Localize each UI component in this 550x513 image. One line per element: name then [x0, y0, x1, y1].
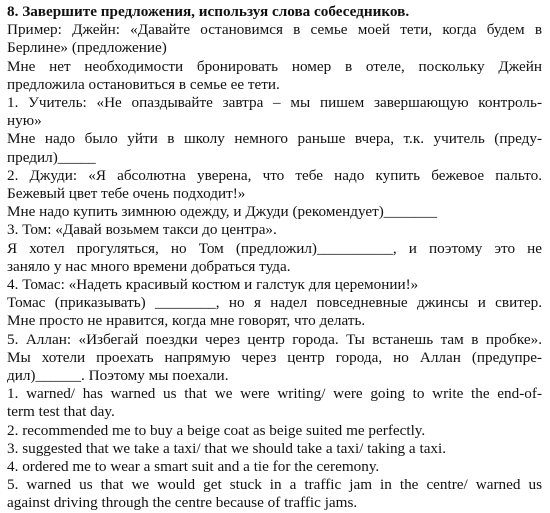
text-line: Берлине» (предложение)	[7, 39, 167, 57]
text-line: 5. warned us that we would get stuck in a traffic jam in the centre/ warned us	[7, 476, 542, 494]
text-line: Я хотел прогуляться, но Том (предложил)__________, и поэтому это не	[7, 239, 542, 257]
exercise-title: 8. Завершите предложения, используя слова собеседников.	[7, 3, 410, 20]
text-line: Мне просто не нравится, когда мне говорят, что делать.	[7, 312, 366, 330]
text-line: Томас (приказывать) ________, но я надел повседневные джинсы и свитер.	[7, 294, 542, 312]
text-line: Бежевый цвет тебе очень подходит!»	[7, 185, 246, 203]
text-line: Мне надо купить зимнюю одежду, и Джуди (рекомендует)_______	[7, 203, 437, 221]
text-line: 1. warned/ has warned us that we were writing/ were going to write the end-of-	[7, 385, 542, 403]
text-line: 2. recommended me to buy a beige coat as beige suited me perfectly.	[7, 421, 426, 439]
text-line: against driving through the centre because of traffic jams.	[7, 494, 358, 512]
text-line: 4. ordered me to wear a smart suit and a tie for the ceremony.	[7, 458, 380, 476]
text-line: 4. Томас: «Надеть красивый костюм и галстук для церемонии!»	[7, 276, 419, 294]
text-line: 1. Учитель: «Не опаздывайте завтра – мы пишем завершающую контроль-	[7, 94, 542, 112]
text-line: term test that day.	[7, 403, 115, 421]
text-line: дил)______. Поэтому мы поехали.	[7, 367, 229, 385]
text-line: предложила остановиться в семье ее тети.	[7, 75, 280, 93]
text-line: предил)_____	[7, 148, 96, 166]
text-line: 5. Аллан: «Избегай поездки через центр города. Ты встанешь там в пробке».	[7, 330, 542, 348]
text-line: 2. Джуди: «Я абсолютна уверена, что тебе надо купить бежевое пальто.	[7, 166, 542, 184]
text-line: Мы хотели проехать напрямую через центр города, но Аллан (предупре-	[7, 348, 542, 366]
text-line: Мне надо было уйти в школу немного раньше вчера, т.к. учитель (преду-	[7, 130, 542, 148]
exercise-text	[7, 21, 542, 512]
text-line: ную»	[7, 112, 42, 130]
text-line: Пример: Джейн: «Давайте остановимся в семье моей тети, когда будем в	[7, 21, 542, 39]
text-line: 3. suggested that we take a taxi/ that we should take a taxi/ taking a taxi.	[7, 439, 447, 457]
text-line: 3. Том: «Давай возьмем такси до центра».	[7, 221, 277, 239]
text-line: Мне нет необходимости бронировать номер в отеле, поскольку Джейн	[7, 57, 542, 75]
text-line: заняло у нас много времени добраться туда.	[7, 257, 291, 275]
